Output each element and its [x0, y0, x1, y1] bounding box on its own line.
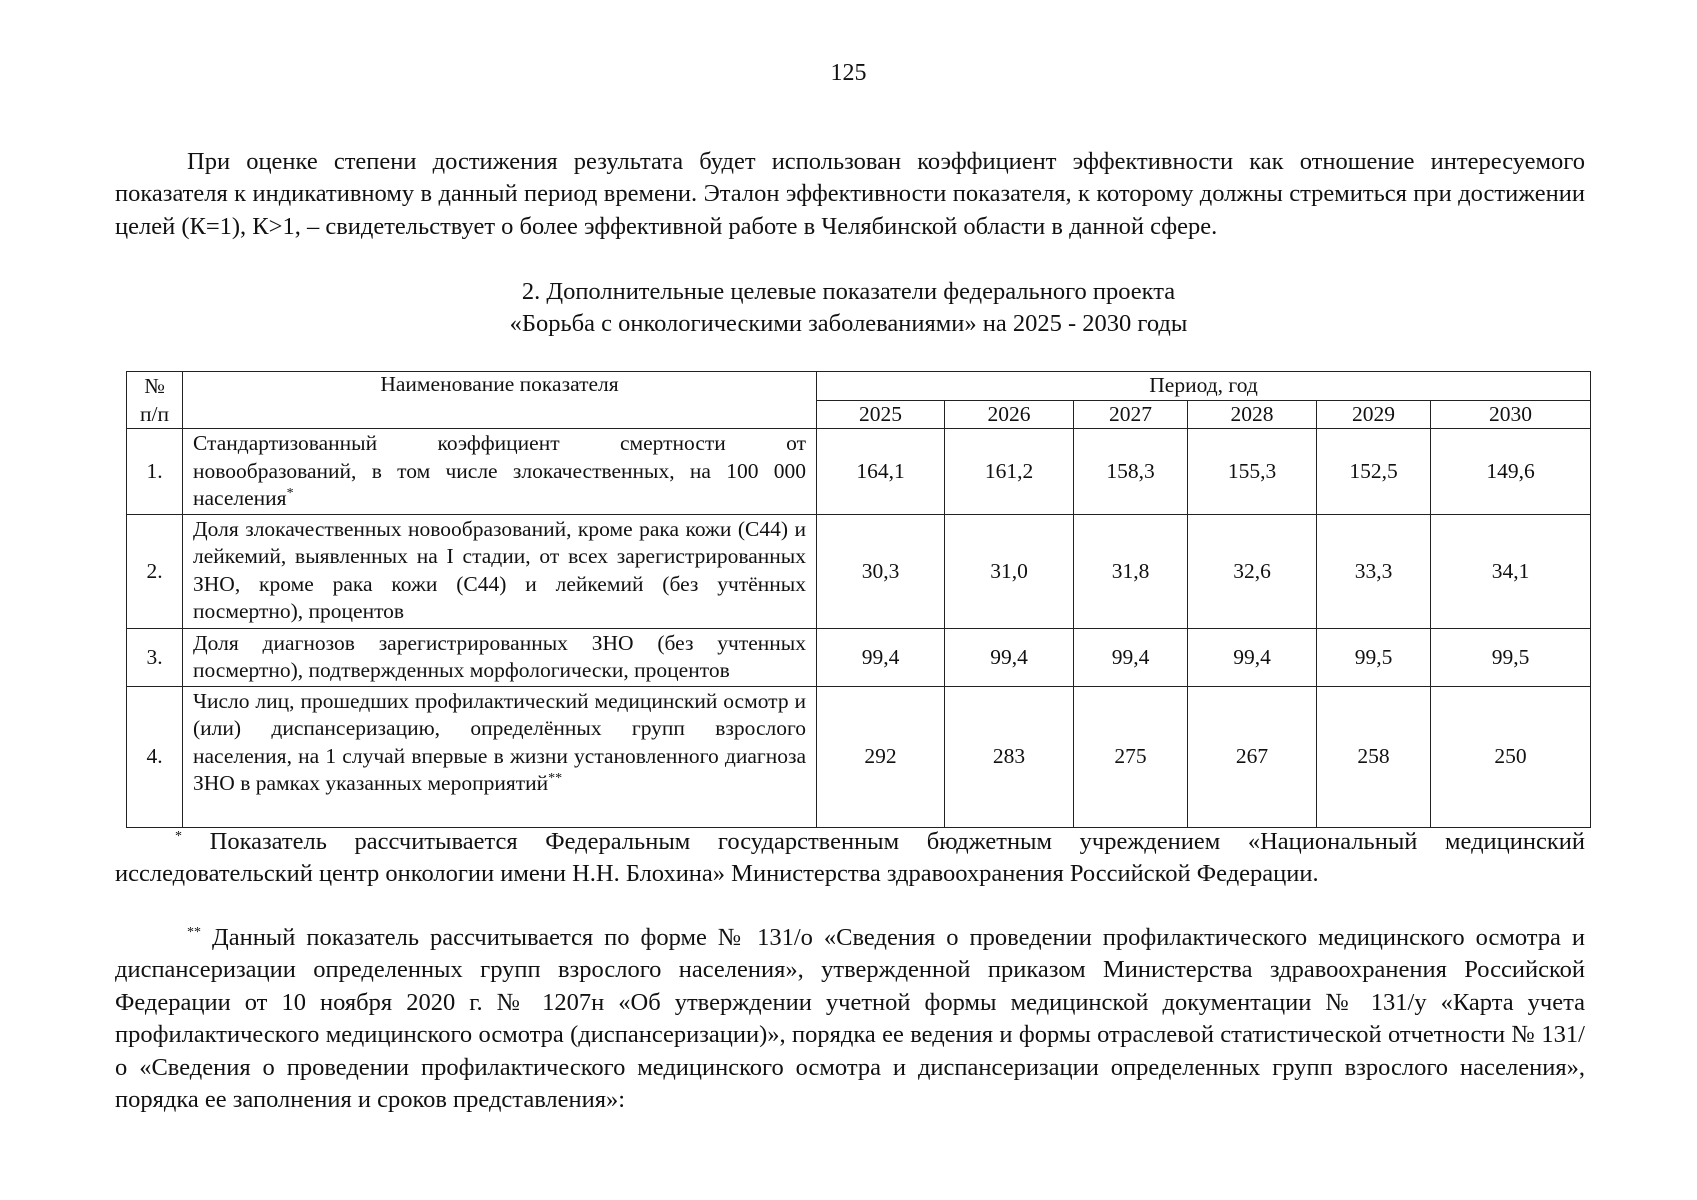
header-period: Период, год	[817, 372, 1591, 401]
footnote-1	[115, 826, 1585, 891]
value-cell: 31,0	[945, 514, 1074, 628]
value-cell: 99,5	[1431, 628, 1591, 686]
indicator-name-cell	[183, 686, 817, 827]
value-cell: 250	[1431, 686, 1591, 827]
value-cell: 292	[817, 686, 945, 827]
footnote-mark: *	[286, 485, 294, 501]
footnote-mark: *	[175, 828, 182, 844]
value-cell: 99,5	[1317, 628, 1431, 686]
footnote-mark: **	[548, 770, 563, 786]
page-number: 125	[830, 60, 867, 86]
value-cell: 32,6	[1188, 514, 1317, 628]
value-cell: 99,4	[945, 628, 1074, 686]
table-row	[127, 686, 1591, 827]
value-cell: 149,6	[1431, 429, 1591, 515]
year-cell: 2029	[1317, 400, 1431, 429]
row-num: 1.	[127, 429, 183, 515]
indicator-name: Стандартизованный коэффициент смертности от новообразований, в том числе злокачественных, на 100 000 населения	[193, 431, 806, 510]
section-heading	[0, 276, 1697, 341]
footnote-mark: **	[187, 924, 201, 940]
footnote-2	[115, 922, 1585, 1116]
value-cell: 158,3	[1074, 429, 1188, 515]
indicator-name: Доля злокачественных новообразований, кроме рака кожи (С44) и лейкемий, выявленных на I стадии, от всех зарегистрированных ЗНО, кроме рака кожи (С44) и лейкемий (без учтённых посмертно), процентов	[193, 516, 806, 623]
indicator-name-cell	[183, 514, 817, 628]
table-row	[127, 514, 1591, 628]
value-cell: 161,2	[945, 429, 1074, 515]
header-num: № п/п	[127, 372, 183, 429]
value-cell: 33,3	[1317, 514, 1431, 628]
footnote-text: Показатель рассчитывается Федеральным государственным бюджетным учреждением «Национальный медицинский исследовательский центр онкологии имени Н.Н. Блохина» Министерства здравоохранения Российской Федерации.	[115, 828, 1585, 888]
value-cell: 31,8	[1074, 514, 1188, 628]
indicator-name-cell	[183, 628, 817, 686]
value-cell: 164,1	[817, 429, 945, 515]
value-cell: 155,3	[1188, 429, 1317, 515]
value-cell: 34,1	[1431, 514, 1591, 628]
value-cell: 267	[1188, 686, 1317, 827]
value-cell: 30,3	[817, 514, 945, 628]
value-cell: 99,4	[1074, 628, 1188, 686]
row-num: 2.	[127, 514, 183, 628]
year-cell: 2027	[1074, 400, 1188, 429]
year-cell: 2028	[1188, 400, 1317, 429]
section-heading-line-1: 2. Дополнительные целевые показатели федерального проекта	[521, 278, 1176, 305]
section-heading-line-2: «Борьба с онкологическими заболеваниями» на 2025 - 2030 годы	[509, 310, 1188, 338]
value-cell: 99,4	[817, 628, 945, 686]
year-cell: 2025	[817, 400, 945, 429]
year-cell: 2026	[945, 400, 1074, 429]
indicators-table	[126, 371, 1591, 828]
value-cell: 152,5	[1317, 429, 1431, 515]
table-row	[127, 429, 1591, 515]
intro-paragraph: При оценке степени достижения результата будет использован коэффициент эффективности как отношение интересуемого показателя к индикативному в данный период времени. Эталон эффективности показателя, к которому должны стремиться при достижении целей (К=1), К>1, – свидетельствует о более эффективной работе в Челябинской области в данной сфере.	[115, 148, 1585, 240]
table-row	[127, 628, 1591, 686]
value-cell: 258	[1317, 686, 1431, 827]
indicator-name: Число лиц, прошедших профилактический медицинский осмотр и (или) диспансеризацию, определённых групп взрослого населения, на 1 случай впервые в жизни установленного диагноза ЗНО в рамках указанных мероприятий	[193, 688, 806, 795]
header-indicator-name: Наименование показателя	[183, 372, 817, 429]
row-num: 3.	[127, 628, 183, 686]
row-num: 4.	[127, 686, 183, 827]
indicator-name-cell	[183, 429, 817, 515]
indicator-name: Доля диагнозов зарегистрированных ЗНО (без учтенных посмертно), подтвержденных морфологически, процентов	[193, 630, 806, 682]
year-cell: 2030	[1431, 400, 1591, 429]
value-cell: 99,4	[1188, 628, 1317, 686]
value-cell: 275	[1074, 686, 1188, 827]
value-cell: 283	[945, 686, 1074, 827]
footnote-text: Данный показатель рассчитывается по форме № 131/о «Сведения о проведении профилактического медицинского осмотра и диспансеризации определенных групп взрослого населения», утвержденной приказом Министерства здравоохранения Российской Федерации от 10 ноября 2020 г. № 1207н «Об утверждении учетной формы медицинской документации № 131/у «Карта учета профилактического медицинского осмотра (диспансеризации)», порядка ее ведения и формы отраслевой статистической отчетности № 131/о «Сведения о проведении профилактического медицинского осмотра и диспансеризации определенных групп взрослого населения», порядка ее заполнения и сроков представления»:	[115, 924, 1586, 1114]
table-header-row	[127, 372, 1591, 401]
